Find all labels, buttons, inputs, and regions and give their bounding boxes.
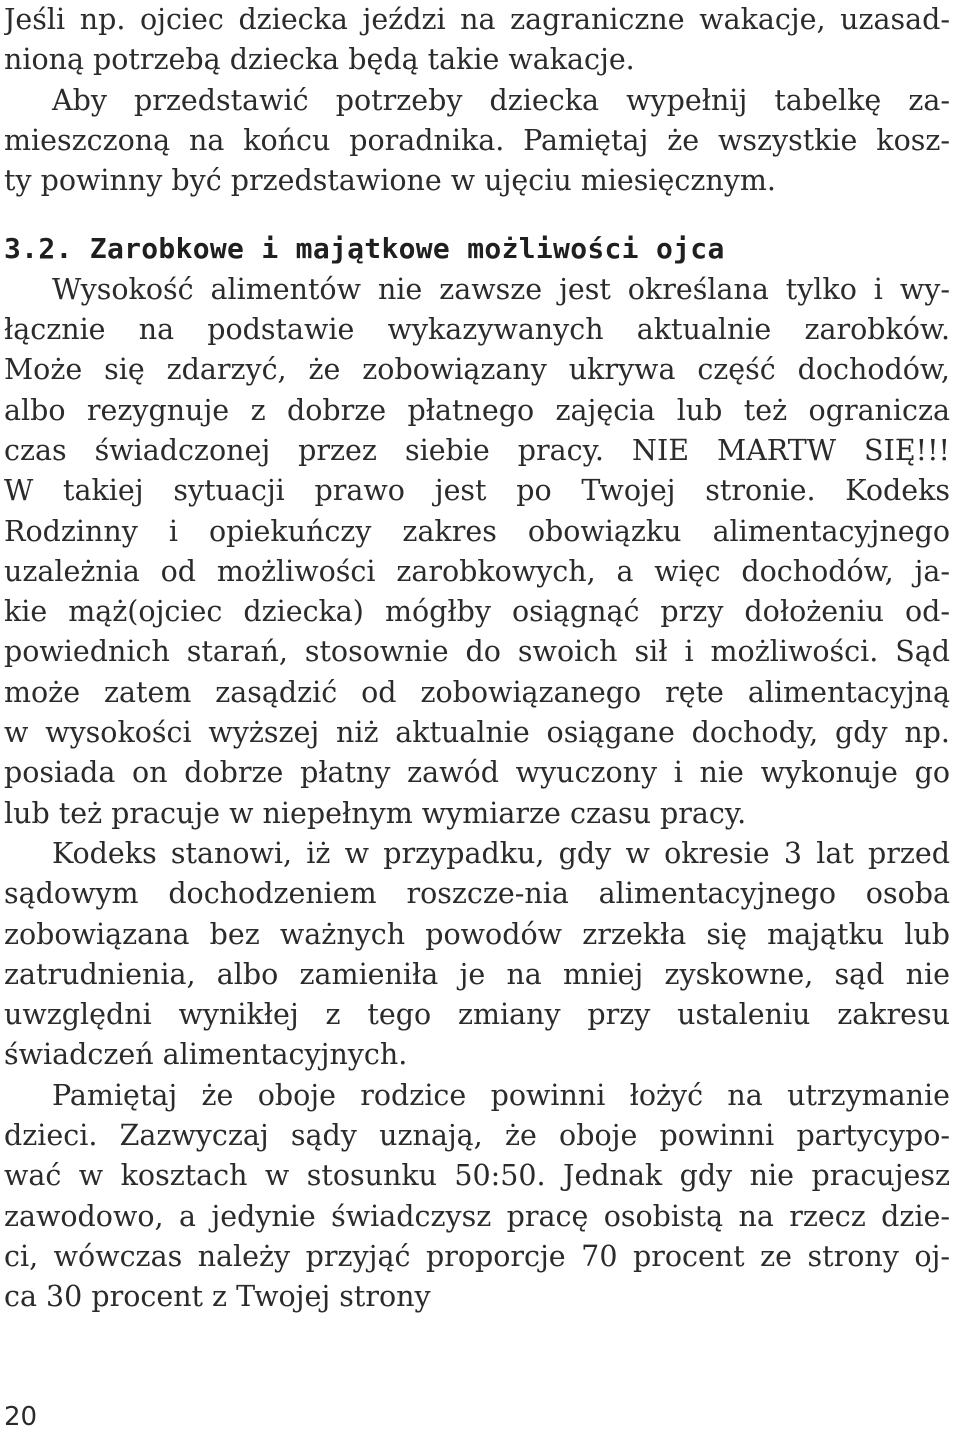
- text-line: zawodowo, a jedynie świadczysz pracę osobistą na rzecz dzie-: [4, 1199, 950, 1233]
- text-line: wać w kosztach w stosunku 50:50. Jednak gdy nie pracujesz: [4, 1159, 950, 1193]
- text-line: kie mąż(ojciec dziecka) mógłby osiągnąć przy dołożeniu od-: [4, 595, 950, 629]
- text-line: czas świadczonej przez siebie pracy. NIE MARTW SIĘ!!!: [4, 433, 950, 467]
- text-line: świadczeń alimentacyjnych.: [4, 1038, 408, 1072]
- text-line: Wysokość alimentów nie zawsze jest określana tylko i wy-: [52, 272, 950, 306]
- text-line: w wysokości wyższej niż aktualnie osiągane dochody, gdy np.: [4, 716, 950, 750]
- paragraph-parents-share: [4, 1076, 950, 1318]
- text-line: lub też pracuje w niepełnym wymiarze czasu pracy.: [4, 796, 747, 830]
- text-line: Może się zdarzyć, że zobowiązany ukrywa część dochodów,: [4, 353, 950, 387]
- text-line: uwzględni wynikłej z tego zmiany przy ustaleniu zakresu: [4, 998, 950, 1032]
- text-line: Aby przedstawić potrzeby dziecka wypełnij tabelkę za-: [52, 83, 950, 117]
- text-line: nioną potrzebą dziecka będą takie wakacje.: [4, 43, 635, 77]
- text-line: Jeśli np. ojciec dziecka jeździ na zagraniczne wakacje, uzasad-: [4, 3, 950, 36]
- text-line: może zatem zasądzić od zobowiązanego ręte alimentacyjną: [4, 675, 950, 709]
- section-spacer: [4, 201, 950, 229]
- text-line: ca 30 procent z Twojej strony: [4, 1280, 431, 1314]
- text-line: ty powinny być przedstawione w ujęciu miesięcznym.: [4, 164, 776, 198]
- text-line: posiada on dobrze płatny zawód wyuczony i nie wykonuje go: [4, 756, 950, 790]
- document-page: [4, 0, 950, 1318]
- text-line: Rodzinny i opiekuńczy zakres obowiązku alimentacyjnego: [4, 514, 950, 548]
- text-line: uzależnia od możliwości zarobkowych, a więc dochodów, ja-: [4, 554, 950, 588]
- paragraph-code-provision: [4, 834, 950, 1076]
- text-line: mieszczoną na końcu poradnika. Pamiętaj że wszystkie kosz-: [4, 123, 950, 157]
- text-line: W takiej sytuacji prawo jest po Twojej stronie. Kodeks: [4, 474, 950, 508]
- text-line: zobowiązana bez ważnych powodów zrzekła się majątku lub: [4, 917, 950, 951]
- text-line: zatrudnienia, albo zamieniła je na mniej zyskowne, sąd nie: [4, 957, 950, 991]
- text-line: Kodeks stanowi, iż w przypadku, gdy w okresie 3 lat przed: [52, 836, 950, 870]
- text-line: albo rezygnuje z dobrze płatnego zajęcia lub też ogranicza: [4, 393, 950, 427]
- text-line: Pamiętaj że oboje rodzice powinni łożyć na utrzymanie: [52, 1078, 950, 1112]
- text-line: powiednich starań, stosownie do swoich sił i możliwości. Sąd: [4, 635, 950, 669]
- text-line: łącznie na podstawie wykazywanych aktualnie zarobków.: [4, 313, 950, 347]
- text-line: dzieci. Zazwyczaj sądy uznają, że oboje powinni partycypo-: [4, 1119, 950, 1153]
- text-line: sądowym dochodzeniem roszcze-nia alimentacyjnego osoba: [4, 877, 950, 911]
- intro-paragraph: [4, 0, 950, 201]
- paragraph-earning-capacity: [4, 270, 950, 834]
- text-line: ci, wówczas należy przyjąć proporcje 70 procent ze strony oj-: [4, 1239, 950, 1273]
- section-heading: 3.2. Zarobkowe i majątkowe możliwości ojca: [4, 232, 725, 266]
- page-number: 20: [4, 1402, 38, 1432]
